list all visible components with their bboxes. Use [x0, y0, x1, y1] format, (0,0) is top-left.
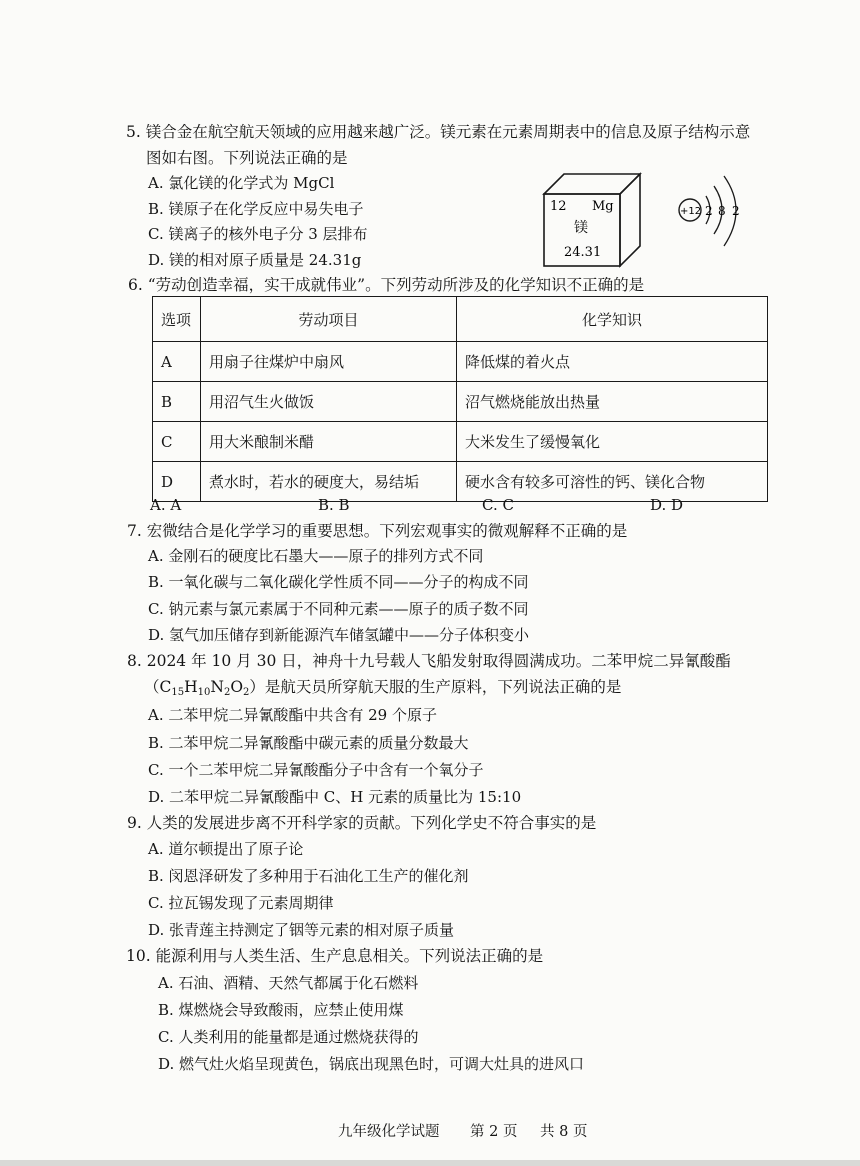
row-b-option: B	[153, 382, 201, 422]
q8-option-d: D. 二苯甲烷二异氰酸酯中 C、H 元素的质量比为 15:10	[148, 788, 522, 806]
q10-option-c: C. 人类利用的能量都是通过燃烧获得的	[158, 1028, 419, 1046]
row-d-option: D	[153, 462, 201, 502]
row-b-knowledge: 沼气燃烧能放出热量	[457, 382, 768, 422]
q5-option-a: A. 氯化镁的化学式为 MgCl	[148, 174, 335, 192]
element-name: 镁	[574, 220, 588, 236]
header-option: 选项	[153, 297, 201, 342]
row-c-knowledge: 大米发生了缓慢氧化	[457, 422, 768, 462]
q7-option-a: A. 金刚石的硬度比石墨大——原子的排列方式不同	[148, 547, 484, 565]
row-a-knowledge: 降低煤的着火点	[457, 342, 768, 382]
header-labor-item: 劳动项目	[201, 297, 457, 342]
q9-option-c: C. 拉瓦锡发现了元素周期律	[148, 894, 334, 912]
formula-h-sub: 10	[197, 687, 211, 698]
row-c-option: C	[153, 422, 201, 462]
q7-option-c: C. 钠元素与氯元素属于不同种元素——原子的质子数不同	[148, 600, 529, 618]
row-a-labor: 用扇子往煤炉中扇风	[201, 342, 457, 382]
shell-3-electrons: 2	[732, 204, 740, 218]
footer-title: 九年级化学试题	[338, 1124, 440, 1140]
row-a-option: A	[153, 342, 201, 382]
formula-o-sub: 2	[243, 687, 250, 698]
q8-option-c: C. 一个二苯甲烷二异氰酸酯分子中含有一个氧分子	[148, 761, 484, 779]
q5-option-b: B. 镁原子在化学反应中易失电子	[148, 200, 364, 218]
formula-h: H	[184, 678, 198, 696]
q8-option-a: A. 二苯甲烷二异氰酸酯中共含有 29 个原子	[148, 706, 437, 724]
row-d-labor: 煮水时，若水的硬度大，易结垢	[201, 462, 457, 502]
q8-stem-line1: 8. 2024 年 10 月 30 日，神舟十九号载人飞船发射取得圆满成功。二苯甲烷二异氰酸酯	[127, 652, 731, 670]
q6-choice-d: D. D	[650, 496, 684, 514]
formula-o: O	[230, 678, 244, 696]
q10-option-d: D. 燃气灶火焰呈现黄色，锅底出现黑色时，可调大灶具的进风口	[158, 1055, 585, 1073]
row-b-labor: 用沼气生火做饭	[201, 382, 457, 422]
element-mass: 24.31	[564, 245, 602, 260]
q6-stem: 6. “劳动创造幸福，实干成就伟业”。下列劳动所涉及的化学知识不正确的是	[128, 276, 645, 294]
footer-total-pages: 共 8 页	[540, 1124, 588, 1140]
table-row	[153, 422, 768, 462]
q8-option-b: B. 二苯甲烷二异氰酸酯中碳元素的质量分数最大	[148, 734, 469, 752]
q9-option-a: A. 道尔顿提出了原子论	[148, 840, 304, 858]
footer-page-number: 第 2 页	[470, 1124, 518, 1140]
q10-option-a: A. 石油、酒精、天然气都属于化石燃料	[158, 974, 419, 992]
q7-stem: 7. 宏微结合是化学学习的重要思想。下列宏观事实的微观解释不正确的是	[127, 522, 628, 540]
q6-choice-c: C. C	[482, 496, 514, 514]
q9-option-d: D. 张青莲主持测定了铟等元素的相对原子质量	[148, 921, 455, 939]
q7-option-b: B. 一氧化碳与二氧化碳化学性质不同——分子的构成不同	[148, 573, 529, 591]
q5-stem-line2: 图如右图。下列说法正确的是	[146, 149, 348, 167]
q6-choice-a: A. A	[150, 496, 182, 514]
q8-stem-line2-text: ）是航天员所穿航天服的生产原料，下列说法正确的是	[249, 678, 622, 696]
formula-c-sub: 15	[171, 687, 185, 698]
element-atomic-number: 12	[550, 199, 567, 214]
scan-edge	[0, 1160, 860, 1166]
formula-n: N	[210, 678, 224, 696]
labor-knowledge-table	[152, 296, 768, 502]
shell-2-electrons: 8	[718, 204, 726, 218]
q10-stem: 10. 能源利用与人类生活、生产息息相关。下列说法正确的是	[126, 947, 544, 965]
q5-option-c: C. 镁离子的核外电子分 3 层排布	[148, 225, 368, 243]
table-header-row	[153, 297, 768, 342]
q10-option-b: B. 煤燃烧会导致酸雨，应禁止使用煤	[158, 1001, 404, 1019]
shell-1-electrons: 2	[705, 204, 713, 218]
table-row	[153, 342, 768, 382]
q8-stem-line2: $(C_{15}H_{10}N_2O_2)$是航天员所穿航天服的生产原料，下列说法正确的是	[144, 678, 622, 698]
atom-structure-diagram	[676, 174, 758, 254]
q9-option-b: B. 闵恩泽研发了多种用于石油化工生产的催化剂	[148, 867, 469, 885]
q7-option-d: D. 氢气加压储存到新能源汽车储氢罐中——分子体积变小	[148, 626, 530, 644]
formula-n-sub: 2	[223, 687, 231, 698]
q6-choice-b: B. B	[318, 496, 350, 514]
nucleus-charge: +12	[680, 206, 702, 217]
table-row	[153, 382, 768, 422]
q5-option-d: D. 镁的相对原子质量是 24.31g	[148, 251, 362, 269]
element-symbol: Mg	[592, 199, 614, 214]
formula-c: C	[159, 678, 172, 696]
row-d-knowledge: 硬水含有较多可溶性的钙、镁化合物	[457, 462, 768, 502]
element-card-figure	[542, 172, 658, 268]
q5-stem-line1: 5. 镁合金在航空航天领域的应用越来越广泛。镁元素在元素周期表中的信息及原子结构示意	[126, 123, 751, 141]
row-c-labor: 用大米酿制米醋	[201, 422, 457, 462]
q9-stem: 9. 人类的发展进步离不开科学家的贡献。下列化学史不符合事实的是	[127, 814, 597, 832]
header-chem-knowledge: 化学知识	[457, 297, 768, 342]
